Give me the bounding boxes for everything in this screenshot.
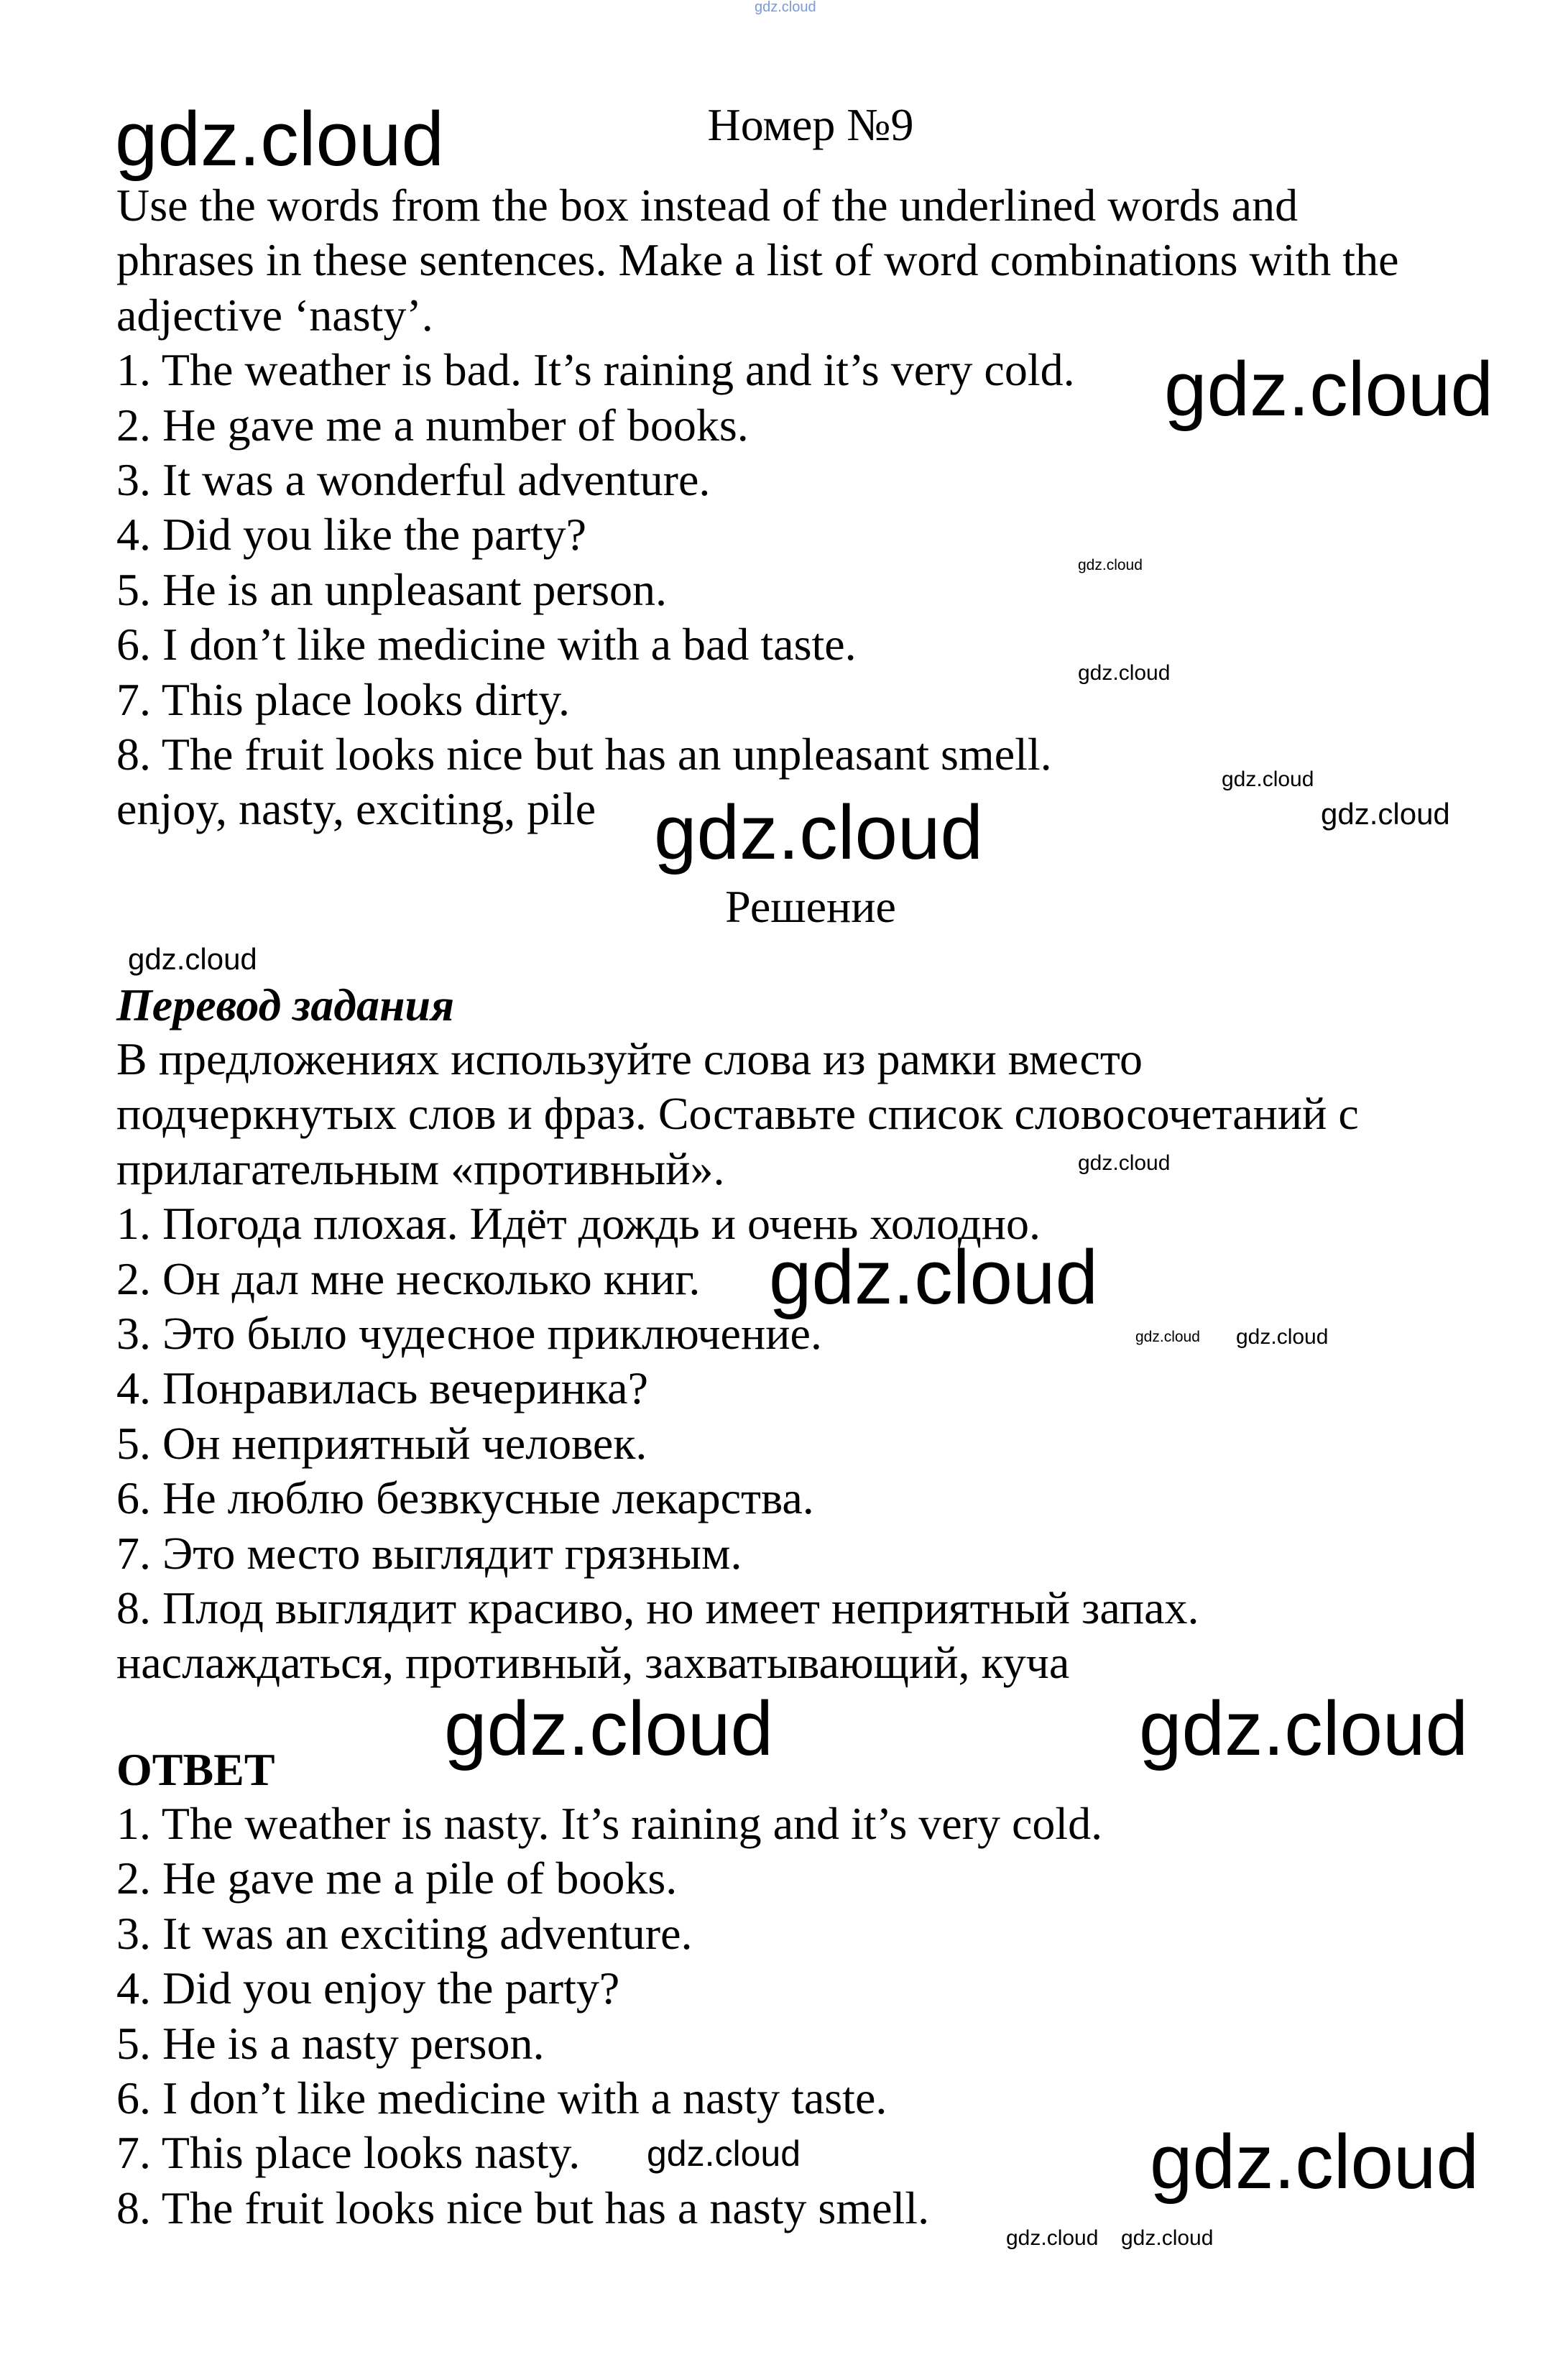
watermark: gdz.cloud <box>1121 2226 1214 2250</box>
task-line: phrases in these sentences. Make a list of word combinations with the <box>116 234 1399 286</box>
watermark: gdz.cloud <box>769 1234 1099 1320</box>
watermark: gdz.cloud <box>1078 661 1171 685</box>
watermark: gdz.cloud <box>1139 1685 1469 1771</box>
translation-line: 6. Не люблю безвкусные лекарства. <box>116 1472 814 1524</box>
task-line: 4. Did you like the party? <box>116 509 587 561</box>
translation-line: 5. Он неприятный человек. <box>116 1417 647 1469</box>
watermark: gdz.cloud <box>1078 1151 1171 1175</box>
answer-line: 4. Did you enjoy the party? <box>116 1962 620 2014</box>
translation-line: 1. Погода плохая. Идёт дождь и очень холодно. <box>116 1198 1041 1250</box>
task-line: 6. I don’t like medicine with a bad taste. <box>116 619 857 670</box>
translation-line: В предложениях используйте слова из рамки вместо <box>116 1033 1143 1084</box>
task-line: 3. It was a wonderful adventure. <box>116 453 711 505</box>
translation-line: 4. Понравилась вечеринка? <box>116 1362 648 1414</box>
translation-text <box>116 1032 1359 1691</box>
task-text <box>116 178 1398 837</box>
answer-line: 1. The weather is nasty. It’s raining and it’s very cold. <box>116 1798 1103 1849</box>
task-line: 1. The weather is bad. It’s raining and it’s very cold. <box>116 344 1075 396</box>
answer-line: 3. It was an exciting adventure. <box>116 1907 693 1959</box>
answer-line: 8. The fruit looks nice but has a nasty smell. <box>116 2182 930 2233</box>
watermark: gdz.cloud <box>444 1685 774 1771</box>
answer-line: 7. This place looks nasty. <box>116 2127 581 2179</box>
task-line: Use the words from the box instead of the underlined words and <box>116 180 1299 231</box>
page-title: Номер №9 <box>707 99 914 150</box>
watermark: gdz.cloud <box>1236 1325 1329 1349</box>
answer-heading: ОТВЕТ <box>116 1744 275 1795</box>
watermark: gdz.cloud <box>1078 557 1143 573</box>
word-box: enjoy, nasty, exciting, pile <box>116 783 596 835</box>
translation-line: подчеркнутых слов и фраз. Составьте список словосочетаний с <box>116 1088 1359 1140</box>
answer-line: 5. He is a nasty person. <box>116 2017 545 2069</box>
watermark: gdz.cloud <box>1006 2226 1099 2250</box>
translation-line: 7. Это место выглядит грязным. <box>116 1527 742 1579</box>
watermark: gdz.cloud <box>755 0 816 15</box>
answer-text <box>116 1796 1102 2236</box>
watermark: gdz.cloud <box>1222 767 1314 791</box>
answer-line: 2. He gave me a pile of books. <box>116 1853 678 1904</box>
answer-line: 6. I don’t like medicine with a nasty taste. <box>116 2072 887 2123</box>
translation-line: 8. Плод выглядит красиво, но имеет неприятный запах. <box>116 1582 1199 1633</box>
watermark: gdz.cloud <box>1150 2118 1480 2205</box>
task-line: 2. He gave me a number of books. <box>116 399 749 451</box>
watermark: gdz.cloud <box>654 789 984 875</box>
translation-line: 2. Он дал мне несколько книг. <box>116 1253 701 1304</box>
translation-heading: Перевод задания <box>116 979 455 1030</box>
solution-title: Решение <box>725 881 896 932</box>
watermark: gdz.cloud <box>1321 797 1450 831</box>
translation-line: 3. Это было чудесное приключение. <box>116 1307 822 1359</box>
watermark: gdz.cloud <box>1135 1329 1200 1345</box>
translation-words: наслаждаться, противный, захватывающий, куча <box>116 1637 1070 1689</box>
watermark: gdz.cloud <box>128 942 257 976</box>
task-line: adjective ‘nasty’. <box>116 289 433 341</box>
task-line: 5. He is an unpleasant person. <box>116 563 668 615</box>
translation-line: прилагательным «противный». <box>116 1143 725 1194</box>
watermark: gdz.cloud <box>115 96 445 182</box>
task-line: 8. The fruit looks nice but has an unpleasant smell. <box>116 728 1052 780</box>
task-line: 7. This place looks dirty. <box>116 673 571 725</box>
watermark: gdz.cloud <box>1164 346 1494 432</box>
watermark: gdz.cloud <box>647 2134 801 2174</box>
